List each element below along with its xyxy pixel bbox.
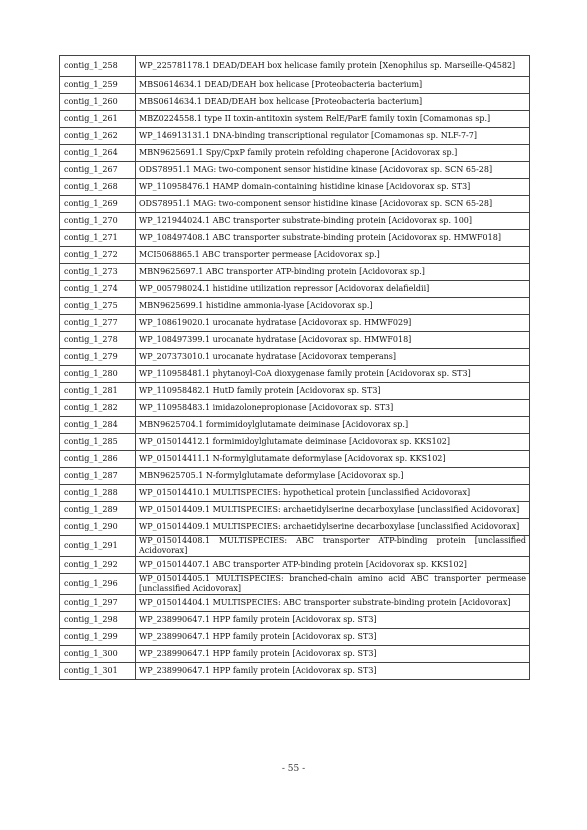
annotation-cell: WP_015014409.1 MULTISPECIES: archaetidylserine decarboxylase [unclassified Acidovorax] <box>136 519 530 536</box>
table-row <box>60 536 530 557</box>
annotation-cell: WP_225781178.1 DEAD/DEAH box helicase family protein [Xenophilus sp. Marseille-Q4582] <box>136 56 530 77</box>
table-row <box>60 629 530 646</box>
contig-id-cell: contig_1_261 <box>60 111 136 128</box>
annotation-cell: WP_015014412.1 formimidoylglutamate deiminase [Acidovorax sp. KKS102] <box>136 434 530 451</box>
table-row <box>60 519 530 536</box>
page-number: - 55 - <box>281 764 306 774</box>
contig-id-cell: contig_1_264 <box>60 145 136 162</box>
table-row <box>60 349 530 366</box>
table-row <box>60 298 530 315</box>
annotation-cell: WP_005798024.1 histidine utilization repressor [Acidovorax delafieldii] <box>136 281 530 298</box>
annotation-cell: MBN9625697.1 ABC transporter ATP-binding protein [Acidovorax sp.] <box>136 264 530 281</box>
contig-id-cell: contig_1_301 <box>60 663 136 680</box>
table-row <box>60 557 530 574</box>
table-row <box>60 162 530 179</box>
contig-id-cell: contig_1_269 <box>60 196 136 213</box>
table-row <box>60 77 530 94</box>
contig-id-cell: contig_1_274 <box>60 281 136 298</box>
contig-id-cell: contig_1_267 <box>60 162 136 179</box>
contig-id-cell: contig_1_287 <box>60 468 136 485</box>
contig-id-cell: contig_1_273 <box>60 264 136 281</box>
table-row <box>60 247 530 264</box>
annotation-cell: WP_015014404.1 MULTISPECIES: ABC transporter substrate-binding protein [Acidovorax] <box>136 595 530 612</box>
table-row <box>60 417 530 434</box>
table-row <box>60 56 530 77</box>
table-row <box>60 111 530 128</box>
annotation-cell: WP_110958482.1 HutD family protein [Acidovorax sp. ST3] <box>136 383 530 400</box>
contig-id-cell: contig_1_271 <box>60 230 136 247</box>
annotation-cell: WP_108619020.1 urocanate hydratase [Acidovorax sp. HMWF029] <box>136 315 530 332</box>
contig-id-cell: contig_1_297 <box>60 595 136 612</box>
contig-id-cell: contig_1_258 <box>60 56 136 77</box>
contig-id-cell: contig_1_275 <box>60 298 136 315</box>
contig-id-cell: contig_1_279 <box>60 349 136 366</box>
annotation-cell: MCI5068865.1 ABC transporter permease [Acidovorax sp.] <box>136 247 530 264</box>
annotation-cell: MBN9625691.1 Spy/CpxP family protein refolding chaperone [Acidovorax sp.] <box>136 145 530 162</box>
annotation-cell: WP_121944024.1 ABC transporter substrate-binding protein [Acidovorax sp. 100] <box>136 213 530 230</box>
contig-id-cell: contig_1_286 <box>60 451 136 468</box>
table-row <box>60 485 530 502</box>
contig-id-cell: contig_1_277 <box>60 315 136 332</box>
contig-id-cell: contig_1_278 <box>60 332 136 349</box>
contig-id-cell: contig_1_285 <box>60 434 136 451</box>
annotation-cell: WP_238990647.1 HPP family protein [Acidovorax sp. ST3] <box>136 646 530 663</box>
annotation-cell: WP_110958483.1 imidazolonepropionase [Acidovorax sp. ST3] <box>136 400 530 417</box>
contig-id-cell: contig_1_259 <box>60 77 136 94</box>
table-row <box>60 468 530 485</box>
table-row <box>60 434 530 451</box>
table-row <box>60 179 530 196</box>
contig-id-cell: contig_1_270 <box>60 213 136 230</box>
annotation-cell: ODS78951.1 MAG: two-component sensor histidine kinase [Acidovorax sp. SCN 65-28] <box>136 162 530 179</box>
table-row <box>60 574 530 595</box>
contig-id-cell: contig_1_281 <box>60 383 136 400</box>
annotation-cell: WP_238990647.1 HPP family protein [Acidovorax sp. ST3] <box>136 629 530 646</box>
table-row <box>60 612 530 629</box>
annotation-cell: MBZ0224558.1 type II toxin-antitoxin system RelE/ParE family toxin [Comamonas sp.] <box>136 111 530 128</box>
table-row <box>60 196 530 213</box>
table-body <box>60 56 530 680</box>
annotation-cell: WP_108497399.1 urocanate hydratase [Acidovorax sp. HMWF018] <box>136 332 530 349</box>
annotation-cell: MBN9625705.1 N-formylglutamate deformylase [Acidovorax sp.] <box>136 468 530 485</box>
annotation-cell: MBS0614634.1 DEAD/DEAH box helicase [Proteobacteria bacterium] <box>136 94 530 111</box>
annotation-cell: MBS0614634.1 DEAD/DEAH box helicase [Proteobacteria bacterium] <box>136 77 530 94</box>
table-row <box>60 145 530 162</box>
annotation-cell: WP_015014411.1 N-formylglutamate deformylase [Acidovorax sp. KKS102] <box>136 451 530 468</box>
table-row <box>60 281 530 298</box>
table-row <box>60 230 530 247</box>
contig-id-cell: contig_1_260 <box>60 94 136 111</box>
table-row <box>60 366 530 383</box>
contig-id-cell: contig_1_292 <box>60 557 136 574</box>
annotation-cell: WP_110958481.1 phytanoyl-CoA dioxygenase family protein [Acidovorax sp. ST3] <box>136 366 530 383</box>
table-row <box>60 595 530 612</box>
annotation-cell: WP_207373010.1 urocanate hydratase [Acidovorax temperans] <box>136 349 530 366</box>
contig-id-cell: contig_1_300 <box>60 646 136 663</box>
annotation-cell: MBN9625699.1 histidine ammonia-lyase [Acidovorax sp.] <box>136 298 530 315</box>
annotation-cell: WP_146913131.1 DNA-binding transcriptional regulator [Comamonas sp. NLF-7-7] <box>136 128 530 145</box>
table-row <box>60 315 530 332</box>
contig-id-cell: contig_1_289 <box>60 502 136 519</box>
table-row <box>60 128 530 145</box>
annotation-cell: WP_015014408.1 MULTISPECIES: ABC transporter ATP-binding protein [unclassified Acidovorax] <box>136 536 530 557</box>
table-row <box>60 264 530 281</box>
annotation-cell: WP_015014410.1 MULTISPECIES: hypothetical protein [unclassified Acidovorax] <box>136 485 530 502</box>
contig-id-cell: contig_1_272 <box>60 247 136 264</box>
contig-id-cell: contig_1_298 <box>60 612 136 629</box>
contig-id-cell: contig_1_280 <box>60 366 136 383</box>
contig-id-cell: contig_1_288 <box>60 485 136 502</box>
table-row <box>60 502 530 519</box>
annotation-cell: WP_238990647.1 HPP family protein [Acidovorax sp. ST3] <box>136 612 530 629</box>
table-row <box>60 663 530 680</box>
table-row <box>60 383 530 400</box>
table-row <box>60 646 530 663</box>
table-row <box>60 332 530 349</box>
table-row <box>60 400 530 417</box>
annotation-cell: MBN9625704.1 formimidoylglutamate deiminase [Acidovorax sp.] <box>136 417 530 434</box>
contig-id-cell: contig_1_268 <box>60 179 136 196</box>
table-row <box>60 451 530 468</box>
contig-id-cell: contig_1_296 <box>60 574 136 595</box>
annotation-cell: WP_015014409.1 MULTISPECIES: archaetidylserine decarboxylase [unclassified Acidovorax] <box>136 502 530 519</box>
contig-id-cell: contig_1_291 <box>60 536 136 557</box>
annotation-cell: WP_108497408.1 ABC transporter substrate-binding protein [Acidovorax sp. HMWF018] <box>136 230 530 247</box>
contig-id-cell: contig_1_299 <box>60 629 136 646</box>
contig-id-cell: contig_1_290 <box>60 519 136 536</box>
annotation-cell: WP_110958476.1 HAMP domain-containing histidine kinase [Acidovorax sp. ST3] <box>136 179 530 196</box>
contig-id-cell: contig_1_282 <box>60 400 136 417</box>
table-row <box>60 94 530 111</box>
annotation-cell: WP_015014405.1 MULTISPECIES: branched-chain amino acid ABC transporter permease [unclassified Acidovorax] <box>136 574 530 595</box>
contig-id-cell: contig_1_284 <box>60 417 136 434</box>
annotation-cell: ODS78951.1 MAG: two-component sensor histidine kinase [Acidovorax sp. SCN 65-28] <box>136 196 530 213</box>
contig-annotation-table <box>59 55 530 680</box>
table-row <box>60 213 530 230</box>
contig-id-cell: contig_1_262 <box>60 128 136 145</box>
annotation-cell: WP_238990647.1 HPP family protein [Acidovorax sp. ST3] <box>136 663 530 680</box>
annotation-cell: WP_015014407.1 ABC transporter ATP-binding protein [Acidovorax sp. KKS102] <box>136 557 530 574</box>
